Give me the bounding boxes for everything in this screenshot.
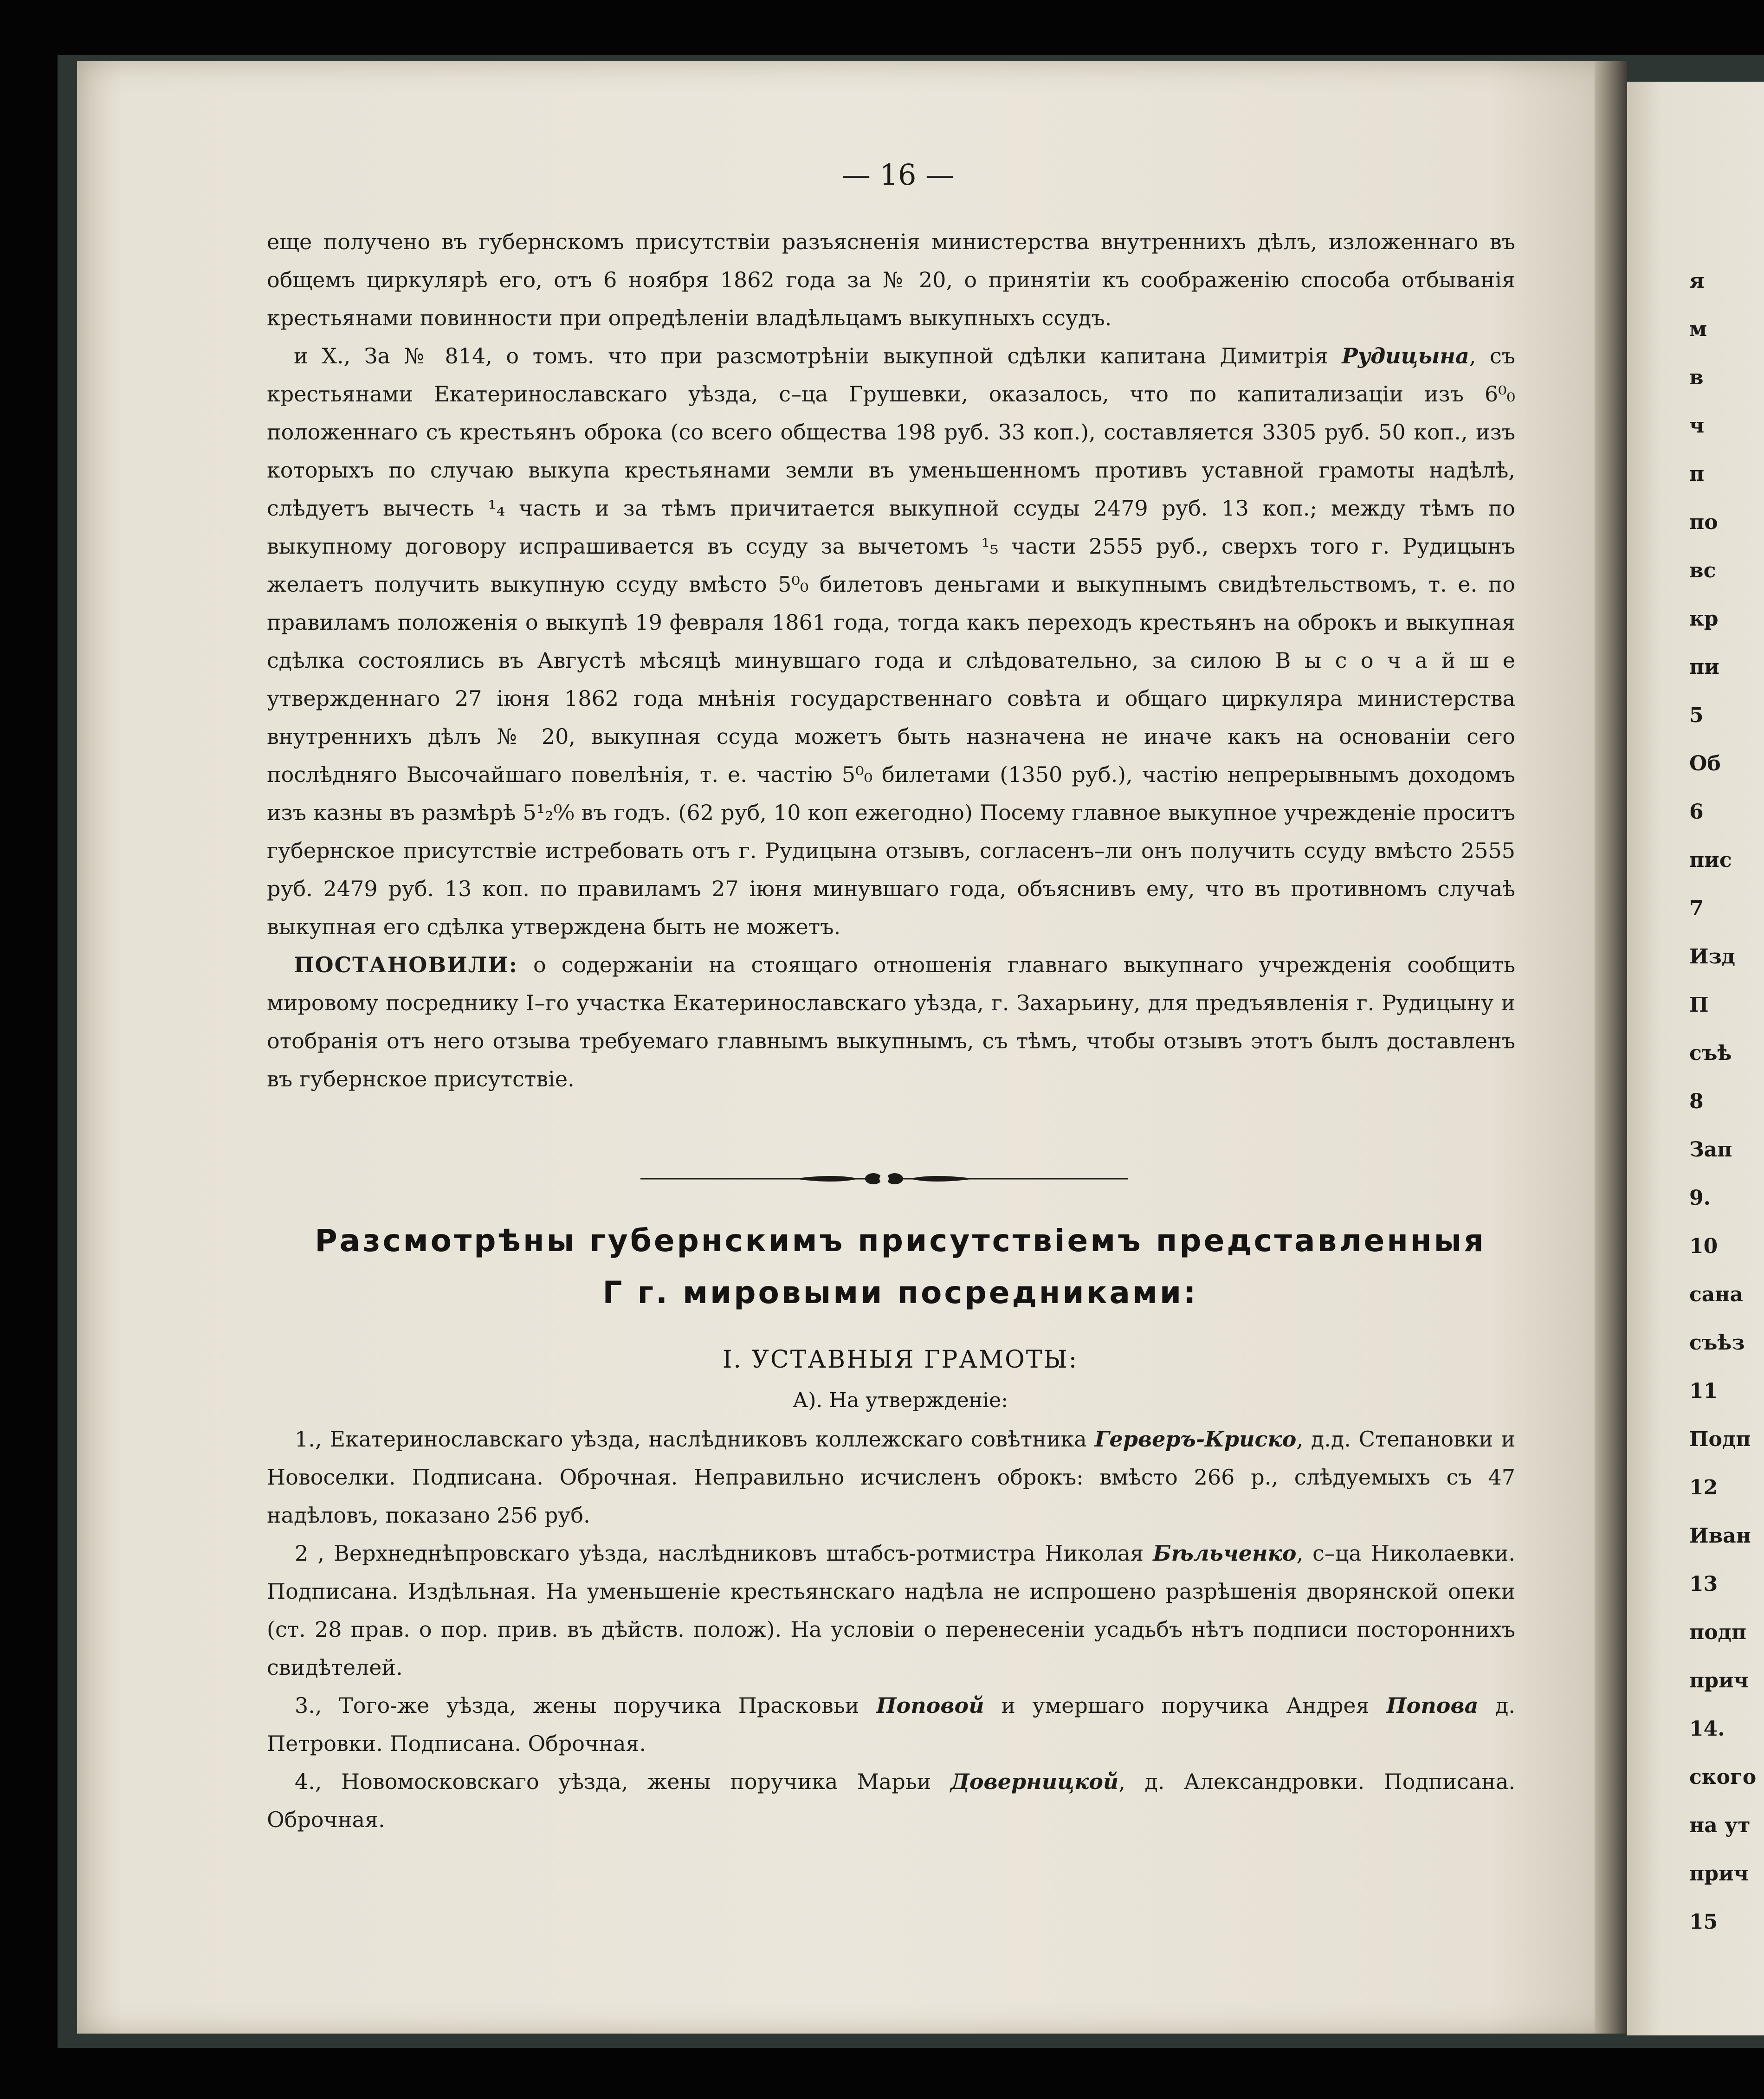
right-page-fragment: Об [1689, 752, 1721, 775]
right-page-fragment: Подп [1689, 1427, 1751, 1451]
right-page-fragment: пис [1689, 848, 1732, 872]
right-page-fragment: Зап [1689, 1138, 1732, 1162]
charter-item [267, 1534, 1515, 1686]
text-run: 1., Екатеринославскаго уѣзда, наслѣдниковъ коллежскаго совѣтника [295, 1427, 1095, 1452]
resolution-label: ПОСТАНОВИЛИ: [294, 952, 518, 977]
right-page-fragment: Изд [1689, 945, 1735, 969]
right-page-fragment: 7 [1689, 897, 1704, 920]
text-run: , д. Александровки. Подписана. Оброчная. [267, 1769, 1515, 1832]
heading-line-2: Г г. мировыми посредниками: [602, 1275, 1198, 1311]
section-heading [260, 1215, 1541, 1319]
text-run: 4., Новомосковскаго уѣзда, жены поручика Марьи [295, 1769, 950, 1794]
right-page-fragment: Иван [1689, 1524, 1751, 1548]
paragraph [267, 337, 1515, 946]
right-page-fragment: п [1689, 462, 1705, 486]
heading-line-1: Разсмотрѣны губернскимъ присутствіемъ представленныя [315, 1223, 1486, 1259]
person-name: Рудицына [1342, 343, 1469, 368]
right-page-fragment: прич [1689, 1669, 1749, 1692]
ornament-divider [640, 1165, 1128, 1193]
right-page-fragment: подп [1689, 1621, 1747, 1644]
person-name: Попова [1386, 1693, 1479, 1718]
person-name: Бѣльченко [1153, 1541, 1297, 1566]
right-page-fragment: 13 [1689, 1572, 1718, 1596]
right-page-fragment: съѣ [1689, 1041, 1732, 1065]
right-page-fragment: ского [1689, 1765, 1757, 1789]
right-page-fragment: П [1689, 993, 1709, 1017]
paragraph [267, 946, 1515, 1098]
section-title: I. УСТАВНЫЯ ГРАМОТЫ: [722, 1346, 1079, 1374]
text-run: 3., Того-же уѣзда, жены поручика Прасковьи [295, 1693, 877, 1718]
person-name: Доверницкой [950, 1769, 1119, 1794]
right-page-fragment: на ут [1689, 1814, 1751, 1837]
page-gutter [1595, 61, 1627, 2034]
text-run: , съ крестьянами Екатеринославскаго уѣзда, с–ца Грушевки, оказалось, что по капитализаціи изъ 6⁰₀ положеннаго съ крестьянъ оброка (со всего общества 198 руб. 33 коп.), составляется 3305 руб. 50 коп., изъ которыхъ по случаю выкупа крестьянами земли въ уменьшенномъ противъ уставной грамоты надѣлѣ, слѣдуетъ вычесть ¹₄ часть и за тѣмъ причитается выкупной ссуды 2479 руб. 13 коп.; между тѣмъ по выкупному договору испрашивается въ ссуду за вычетомъ ¹₅ части 2555 руб., сверхъ того г. Рудицынъ желаетъ получить выкупную ссуду вмѣсто 5⁰₀ билетовъ деньгами и выкупнымъ свидѣтельствомъ, т. е. по правиламъ положенія о выкупѣ 19 февраля 1861 года, тогда какъ переходъ крестьянъ на оброкъ и выкупная сдѣлка состоялись въ Августѣ мѣсяцѣ минувшаго года и слѣдовательно, за силою В ы с о ч а й ш е утвержденнаго 27 іюня 1862 года мнѣнія государственнаго совѣта и общаго циркуляра министерства внутреннихъ дѣлъ № 20, выкупная ссуда можетъ быть назначена не иначе какъ на основаніи сего послѣдняго Высочайшаго повелѣнія, т. е. частію 5⁰₀ билетами (1350 руб.), частію непрерывнымъ доходомъ изъ казны въ размѣрѣ 5¹₂⁰⁄₀ въ годъ. (62 руб, 10 коп ежегодно) Посему главное выкупное учрежденіе проситъ губернское присутствіе истребовать отъ г. Рудицына отзывъ, согласенъ–ли онъ получить ссуду вмѣсто 2555 руб. 2479 руб. 13 коп. по правиламъ 27 іюня минувшаго года, объяснивъ ему, что въ противномъ случаѣ выкупная его сдѣлка утверждена быть не можетъ. [267, 343, 1515, 939]
right-page-fragment: 14. [1689, 1717, 1725, 1741]
charter-item [267, 1420, 1515, 1534]
right-page-fragment: 15 [1689, 1910, 1718, 1934]
right-page-fragment: я [1689, 269, 1705, 293]
right-page-fragment: 8 [1689, 1090, 1704, 1113]
right-page-fragment: пи [1689, 655, 1719, 679]
right-page-fragment: в [1689, 366, 1704, 389]
right-page-fragment: прич [1689, 1862, 1749, 1886]
right-page-fragment: по [1689, 510, 1718, 534]
right-page-fragment: 12 [1689, 1476, 1718, 1499]
right-page-fragment: 11 [1689, 1379, 1718, 1403]
right-page-fragment: ч [1689, 414, 1705, 438]
text-run: 2 , Верхнеднѣпровскаго уѣзда, наслѣдниковъ штабсъ-ротмистра Николая [295, 1541, 1153, 1566]
text-run: и X., За № 814, о томъ. что при разсмотрѣніи выкупной сдѣлки капитана Димитрія [294, 343, 1342, 368]
text-run: и умершаго поручика Андрея [984, 1693, 1387, 1718]
right-page-fragment: м [1689, 317, 1707, 341]
right-page-fragment: съѣз [1689, 1331, 1745, 1355]
text-run: д. Петровки. Подписана. Оброчная. [267, 1693, 1515, 1756]
text-run: , с–ца Николаевки. Подписана. Издѣльная. На уменьшеніе крестьянскаго надѣла не испрошено разрѣшенія дворянской опеки (ст. 28 прав. о пор. прив. въ дѣйств. полож). На условіи о перенесеніи усадьбъ нѣтъ подписи постороннихъ свидѣтелей. [267, 1541, 1516, 1680]
charter-item [267, 1686, 1515, 1763]
right-page-fragment: вс [1689, 559, 1716, 582]
right-page-fragment: 6 [1689, 800, 1704, 824]
text-run: о содержаніи на стоящаго отношенія главнаго выкупнаго учрежденія сообщить мировому посреднику I–го участка Екатеринославскаго уѣзда, г. Захарьину, для предъявленія г. Рудицыну и отобранія отъ него отзыва требуемаго главнымъ выкупнымъ, съ тѣмъ, чтобы отзывъ этотъ былъ доставленъ въ губернское присутствіе. [267, 952, 1515, 1091]
right-page-fragment: 5 [1689, 704, 1704, 727]
section-subtitle: А). На утвержденіе: [792, 1389, 1008, 1412]
person-name: Поповой [876, 1693, 984, 1718]
charter-items-list [267, 1420, 1515, 1839]
main-text [267, 223, 1515, 1098]
right-page-fragment: 10 [1689, 1234, 1718, 1258]
person-name: Герверъ-Криско [1094, 1427, 1297, 1452]
right-page-fragment: сана [1689, 1283, 1744, 1306]
page-number: — 16 — [841, 158, 955, 192]
right-page-fragment: кр [1689, 607, 1719, 631]
text-run: , д.д. Степановки и Новоселки. Подписана. Оброчная. Неправильно исчисленъ оброкъ: вмѣсто 266 р., слѣдуемыхъ съ 47 надѣловъ, показано 256 руб. [267, 1427, 1515, 1528]
right-page-fragment: 9. [1689, 1186, 1711, 1210]
paragraph [267, 223, 1515, 337]
text-run: еще получено въ губернскомъ присутствіи разъясненія министерства внутреннихъ дѣлъ, изложеннаго въ общемъ циркулярѣ его, отъ 6 ноября 1862 года за № 20, о принятіи къ соображенію способа отбыванія крестьянами повинности при опредѣленіи владѣльцамъ выкупныхъ ссудъ. [267, 229, 1515, 330]
charter-item [267, 1763, 1515, 1839]
